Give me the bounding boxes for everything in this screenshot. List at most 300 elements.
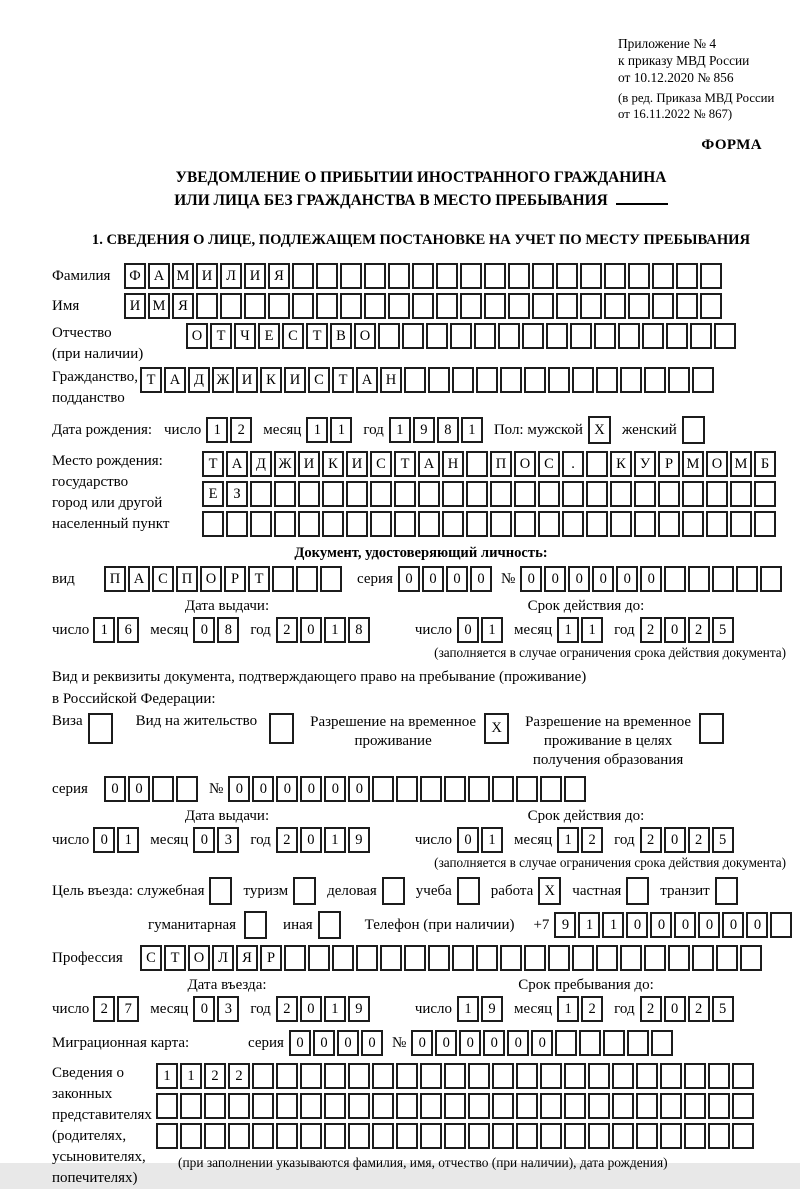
char-cell[interactable]: 0 [228, 776, 250, 802]
char-cell[interactable] [320, 566, 342, 592]
char-cell[interactable] [538, 481, 560, 507]
char-cell[interactable] [316, 263, 338, 289]
char-cell[interactable] [340, 293, 362, 319]
char-cell[interactable]: 1 [330, 417, 352, 443]
char-cell[interactable]: 1 [324, 827, 346, 853]
char-cell[interactable] [594, 323, 616, 349]
char-cell[interactable]: 0 [674, 912, 696, 938]
char-cell[interactable] [732, 1093, 754, 1119]
char-cell[interactable] [340, 263, 362, 289]
char-cell[interactable] [372, 776, 394, 802]
char-cell[interactable] [452, 945, 474, 971]
char-cell[interactable] [300, 1063, 322, 1089]
char-cell[interactable]: О [514, 451, 536, 477]
char-cell[interactable] [180, 1123, 202, 1149]
char-cell[interactable] [348, 1123, 370, 1149]
char-cell[interactable]: 0 [544, 566, 566, 592]
char-cell[interactable] [466, 481, 488, 507]
char-cell[interactable] [300, 1123, 322, 1149]
char-cell[interactable]: 0 [361, 1030, 383, 1056]
char-cell[interactable]: 0 [531, 1030, 553, 1056]
char-cell[interactable] [700, 263, 722, 289]
char-cell[interactable] [690, 323, 712, 349]
char-cell[interactable]: И [244, 263, 266, 289]
char-cell[interactable]: Ж [212, 367, 234, 393]
char-cell[interactable]: 0 [276, 776, 298, 802]
char-cell[interactable]: 0 [411, 1030, 433, 1056]
char-cell[interactable] [628, 293, 650, 319]
char-cell[interactable]: В [330, 323, 352, 349]
char-cell[interactable] [770, 912, 792, 938]
char-cell[interactable]: С [152, 566, 174, 592]
char-cell[interactable]: 1 [306, 417, 328, 443]
char-cell[interactable]: П [176, 566, 198, 592]
char-cell[interactable] [378, 323, 400, 349]
char-cell[interactable]: Ф [124, 263, 146, 289]
char-cell[interactable] [664, 566, 686, 592]
char-cell[interactable] [684, 1063, 706, 1089]
char-cell[interactable] [388, 263, 410, 289]
char-cell[interactable] [562, 511, 584, 537]
char-cell[interactable]: 0 [193, 996, 215, 1022]
char-cell[interactable] [603, 1030, 625, 1056]
char-cell[interactable] [666, 323, 688, 349]
char-cell[interactable] [532, 263, 554, 289]
char-cell[interactable] [620, 945, 642, 971]
char-cell[interactable] [466, 451, 488, 477]
char-cell[interactable] [548, 945, 570, 971]
char-cell[interactable] [324, 1093, 346, 1119]
char-cell[interactable] [316, 293, 338, 319]
char-cell[interactable]: 0 [300, 827, 322, 853]
char-cell[interactable] [626, 877, 649, 905]
char-cell[interactable]: 0 [193, 827, 215, 853]
char-cell[interactable]: 2 [228, 1063, 250, 1089]
char-cell[interactable]: 5 [712, 996, 734, 1022]
residence-number-cells[interactable] [228, 776, 588, 802]
char-cell[interactable]: 9 [481, 996, 503, 1022]
char-cell[interactable]: 2 [93, 996, 115, 1022]
phone-cells[interactable] [554, 912, 794, 938]
char-cell[interactable]: 0 [300, 776, 322, 802]
char-cell[interactable] [516, 776, 538, 802]
purpose-work-checkbox[interactable] [538, 877, 563, 905]
char-cell[interactable]: 2 [581, 996, 603, 1022]
char-cell[interactable] [740, 945, 762, 971]
char-cell[interactable]: И [236, 367, 258, 393]
citizenship-cells[interactable] [140, 367, 716, 393]
char-cell[interactable] [668, 945, 690, 971]
char-cell[interactable] [412, 293, 434, 319]
id-expiry-month-cells[interactable] [557, 617, 605, 643]
char-cell[interactable] [396, 776, 418, 802]
char-cell[interactable] [660, 1093, 682, 1119]
representatives-row3-cells[interactable] [156, 1123, 756, 1149]
char-cell[interactable]: С [282, 323, 304, 349]
char-cell[interactable] [555, 1030, 577, 1056]
char-cell[interactable] [444, 1093, 466, 1119]
char-cell[interactable] [676, 263, 698, 289]
char-cell[interactable]: 9 [413, 417, 435, 443]
char-cell[interactable]: 1 [578, 912, 600, 938]
char-cell[interactable] [516, 1123, 538, 1149]
char-cell[interactable] [252, 1093, 274, 1119]
char-cell[interactable] [652, 293, 674, 319]
char-cell[interactable] [444, 1063, 466, 1089]
char-cell[interactable]: 0 [398, 566, 420, 592]
char-cell[interactable] [644, 367, 666, 393]
res-issue-year-cells[interactable] [276, 827, 372, 853]
char-cell[interactable] [572, 945, 594, 971]
char-cell[interactable]: 0 [348, 776, 370, 802]
char-cell[interactable]: 2 [640, 827, 662, 853]
char-cell[interactable]: 1 [93, 617, 115, 643]
char-cell[interactable]: 0 [650, 912, 672, 938]
birth-month-cells[interactable] [306, 417, 354, 443]
char-cell[interactable]: Н [380, 367, 402, 393]
purpose-private-checkbox[interactable] [626, 877, 651, 905]
char-cell[interactable] [540, 1063, 562, 1089]
char-cell[interactable]: С [538, 451, 560, 477]
char-cell[interactable]: Д [188, 367, 210, 393]
char-cell[interactable] [244, 911, 267, 939]
char-cell[interactable]: И [124, 293, 146, 319]
char-cell[interactable] [276, 1063, 298, 1089]
char-cell[interactable]: Т [210, 323, 232, 349]
char-cell[interactable] [586, 481, 608, 507]
char-cell[interactable] [420, 1123, 442, 1149]
char-cell[interactable] [204, 1093, 226, 1119]
id-issue-day-cells[interactable] [93, 617, 141, 643]
char-cell[interactable]: 1 [481, 827, 503, 853]
char-cell[interactable] [524, 367, 546, 393]
char-cell[interactable]: И [196, 263, 218, 289]
char-cell[interactable] [500, 367, 522, 393]
char-cell[interactable]: Т [164, 945, 186, 971]
char-cell[interactable]: 0 [640, 566, 662, 592]
char-cell[interactable]: Р [658, 451, 680, 477]
char-cell[interactable]: 0 [300, 996, 322, 1022]
char-cell[interactable] [272, 566, 294, 592]
profession-cells[interactable] [140, 945, 764, 971]
char-cell[interactable]: 1 [324, 617, 346, 643]
char-cell[interactable]: 3 [217, 996, 239, 1022]
char-cell[interactable] [514, 481, 536, 507]
char-cell[interactable] [388, 293, 410, 319]
char-cell[interactable] [404, 367, 426, 393]
char-cell[interactable]: 1 [481, 617, 503, 643]
char-cell[interactable]: 0 [470, 566, 492, 592]
char-cell[interactable] [604, 263, 626, 289]
char-cell[interactable] [540, 1093, 562, 1119]
char-cell[interactable] [564, 1123, 586, 1149]
char-cell[interactable] [588, 1123, 610, 1149]
migration-series-cells[interactable] [289, 1030, 385, 1056]
char-cell[interactable] [468, 1093, 490, 1119]
char-cell[interactable] [636, 1123, 658, 1149]
char-cell[interactable] [540, 1123, 562, 1149]
birth-place-row2-cells[interactable] [202, 481, 778, 507]
char-cell[interactable]: 0 [483, 1030, 505, 1056]
char-cell[interactable]: П [104, 566, 126, 592]
char-cell[interactable] [276, 1123, 298, 1149]
migration-number-cells[interactable] [411, 1030, 675, 1056]
char-cell[interactable] [402, 323, 424, 349]
char-cell[interactable]: 3 [217, 827, 239, 853]
char-cell[interactable]: 0 [422, 566, 444, 592]
char-cell[interactable]: С [370, 451, 392, 477]
char-cell[interactable] [293, 877, 316, 905]
char-cell[interactable]: . [562, 451, 584, 477]
char-cell[interactable] [176, 776, 198, 802]
char-cell[interactable] [612, 1063, 634, 1089]
res-issue-month-cells[interactable] [193, 827, 241, 853]
char-cell[interactable] [610, 481, 632, 507]
char-cell[interactable] [708, 1093, 730, 1119]
char-cell[interactable]: 2 [204, 1063, 226, 1089]
char-cell[interactable]: О [354, 323, 376, 349]
char-cell[interactable] [754, 481, 776, 507]
char-cell[interactable]: 1 [461, 417, 483, 443]
char-cell[interactable] [708, 1123, 730, 1149]
char-cell[interactable]: X [538, 877, 561, 905]
id-expiry-year-cells[interactable] [640, 617, 736, 643]
char-cell[interactable] [394, 481, 416, 507]
char-cell[interactable]: X [484, 713, 509, 744]
char-cell[interactable] [612, 1093, 634, 1119]
char-cell[interactable]: О [186, 323, 208, 349]
char-cell[interactable] [516, 1063, 538, 1089]
char-cell[interactable]: 1 [602, 912, 624, 938]
char-cell[interactable] [308, 945, 330, 971]
char-cell[interactable]: Д [250, 451, 272, 477]
char-cell[interactable] [564, 776, 586, 802]
char-cell[interactable] [658, 481, 680, 507]
char-cell[interactable]: 0 [626, 912, 648, 938]
char-cell[interactable] [348, 1093, 370, 1119]
char-cell[interactable] [426, 323, 448, 349]
char-cell[interactable]: 0 [664, 996, 686, 1022]
char-cell[interactable] [428, 367, 450, 393]
char-cell[interactable]: 0 [520, 566, 542, 592]
char-cell[interactable] [298, 511, 320, 537]
char-cell[interactable] [604, 293, 626, 319]
char-cell[interactable] [682, 481, 704, 507]
char-cell[interactable] [436, 293, 458, 319]
char-cell[interactable] [732, 1123, 754, 1149]
char-cell[interactable]: Т [332, 367, 354, 393]
char-cell[interactable]: Р [260, 945, 282, 971]
char-cell[interactable]: Н [442, 451, 464, 477]
char-cell[interactable] [706, 511, 728, 537]
char-cell[interactable]: 0 [459, 1030, 481, 1056]
char-cell[interactable]: М [730, 451, 752, 477]
char-cell[interactable]: 1 [324, 996, 346, 1022]
char-cell[interactable] [627, 1030, 649, 1056]
until-year-cells[interactable] [640, 996, 736, 1022]
char-cell[interactable]: Ж [274, 451, 296, 477]
char-cell[interactable] [636, 1093, 658, 1119]
char-cell[interactable] [202, 511, 224, 537]
char-cell[interactable] [274, 481, 296, 507]
char-cell[interactable] [156, 1093, 178, 1119]
representatives-row1-cells[interactable] [156, 1063, 756, 1089]
char-cell[interactable] [380, 945, 402, 971]
char-cell[interactable] [700, 293, 722, 319]
char-cell[interactable]: 2 [688, 617, 710, 643]
char-cell[interactable] [508, 263, 530, 289]
char-cell[interactable]: 1 [117, 827, 139, 853]
res-issue-day-cells[interactable] [93, 827, 141, 853]
char-cell[interactable]: Л [220, 263, 242, 289]
char-cell[interactable]: М [148, 293, 170, 319]
res-expiry-month-cells[interactable] [557, 827, 605, 853]
char-cell[interactable] [660, 1123, 682, 1149]
char-cell[interactable]: 0 [289, 1030, 311, 1056]
purpose-official-checkbox[interactable] [209, 877, 234, 905]
char-cell[interactable]: 2 [688, 996, 710, 1022]
char-cell[interactable] [596, 945, 618, 971]
char-cell[interactable]: 0 [337, 1030, 359, 1056]
char-cell[interactable]: Е [258, 323, 280, 349]
char-cell[interactable] [492, 1123, 514, 1149]
entry-day-cells[interactable] [93, 996, 141, 1022]
char-cell[interactable] [428, 945, 450, 971]
char-cell[interactable] [268, 293, 290, 319]
char-cell[interactable] [156, 1123, 178, 1149]
char-cell[interactable]: М [682, 451, 704, 477]
char-cell[interactable] [730, 511, 752, 537]
char-cell[interactable] [668, 367, 690, 393]
temp-permit-checkbox[interactable] [484, 713, 511, 744]
char-cell[interactable]: Я [268, 263, 290, 289]
char-cell[interactable] [442, 511, 464, 537]
char-cell[interactable] [492, 776, 514, 802]
char-cell[interactable] [364, 263, 386, 289]
char-cell[interactable] [628, 263, 650, 289]
char-cell[interactable] [562, 481, 584, 507]
char-cell[interactable] [220, 293, 242, 319]
char-cell[interactable] [699, 713, 724, 744]
char-cell[interactable] [580, 263, 602, 289]
char-cell[interactable] [490, 511, 512, 537]
char-cell[interactable]: З [226, 481, 248, 507]
char-cell[interactable]: 2 [688, 827, 710, 853]
birth-day-cells[interactable] [206, 417, 254, 443]
char-cell[interactable] [250, 511, 272, 537]
char-cell[interactable]: 0 [664, 827, 686, 853]
char-cell[interactable] [540, 776, 562, 802]
purpose-tourism-checkbox[interactable] [293, 877, 318, 905]
char-cell[interactable] [284, 945, 306, 971]
char-cell[interactable]: 6 [117, 617, 139, 643]
char-cell[interactable]: 0 [313, 1030, 335, 1056]
char-cell[interactable]: 5 [712, 617, 734, 643]
char-cell[interactable] [492, 1093, 514, 1119]
char-cell[interactable] [538, 511, 560, 537]
char-cell[interactable]: А [128, 566, 150, 592]
char-cell[interactable] [292, 293, 314, 319]
char-cell[interactable]: А [164, 367, 186, 393]
char-cell[interactable] [586, 511, 608, 537]
char-cell[interactable]: 0 [93, 827, 115, 853]
char-cell[interactable] [382, 877, 405, 905]
char-cell[interactable] [452, 367, 474, 393]
char-cell[interactable] [274, 511, 296, 537]
char-cell[interactable]: 2 [276, 827, 298, 853]
char-cell[interactable] [708, 1063, 730, 1089]
char-cell[interactable]: 9 [348, 827, 370, 853]
sex-male-checkbox[interactable] [588, 416, 613, 444]
char-cell[interactable] [651, 1030, 673, 1056]
char-cell[interactable]: О [706, 451, 728, 477]
char-cell[interactable] [588, 1093, 610, 1119]
char-cell[interactable]: М [172, 263, 194, 289]
char-cell[interactable] [396, 1063, 418, 1089]
given-name-cells[interactable] [124, 293, 724, 319]
char-cell[interactable] [457, 877, 480, 905]
char-cell[interactable]: Я [236, 945, 258, 971]
char-cell[interactable]: А [356, 367, 378, 393]
char-cell[interactable] [276, 1093, 298, 1119]
char-cell[interactable] [298, 481, 320, 507]
char-cell[interactable] [356, 945, 378, 971]
entry-year-cells[interactable] [276, 996, 372, 1022]
char-cell[interactable]: С [140, 945, 162, 971]
char-cell[interactable] [516, 1093, 538, 1119]
char-cell[interactable] [372, 1093, 394, 1119]
char-cell[interactable] [420, 776, 442, 802]
char-cell[interactable] [346, 511, 368, 537]
char-cell[interactable] [572, 367, 594, 393]
char-cell[interactable]: 1 [557, 827, 579, 853]
char-cell[interactable] [436, 263, 458, 289]
char-cell[interactable] [180, 1093, 202, 1119]
char-cell[interactable] [508, 293, 530, 319]
char-cell[interactable] [418, 511, 440, 537]
char-cell[interactable]: Т [140, 367, 162, 393]
char-cell[interactable] [269, 713, 294, 744]
char-cell[interactable] [754, 511, 776, 537]
char-cell[interactable] [596, 367, 618, 393]
char-cell[interactable]: 0 [252, 776, 274, 802]
char-cell[interactable]: 2 [640, 617, 662, 643]
char-cell[interactable] [682, 416, 705, 444]
char-cell[interactable] [152, 776, 174, 802]
until-month-cells[interactable] [557, 996, 605, 1022]
char-cell[interactable]: О [200, 566, 222, 592]
char-cell[interactable] [634, 481, 656, 507]
char-cell[interactable] [730, 481, 752, 507]
char-cell[interactable] [292, 263, 314, 289]
char-cell[interactable] [209, 877, 232, 905]
char-cell[interactable]: 2 [640, 996, 662, 1022]
char-cell[interactable]: 0 [193, 617, 215, 643]
char-cell[interactable] [322, 511, 344, 537]
char-cell[interactable] [412, 263, 434, 289]
char-cell[interactable] [682, 511, 704, 537]
char-cell[interactable] [450, 323, 472, 349]
char-cell[interactable]: 9 [554, 912, 576, 938]
char-cell[interactable] [579, 1030, 601, 1056]
char-cell[interactable] [226, 511, 248, 537]
char-cell[interactable] [396, 1123, 418, 1149]
char-cell[interactable] [564, 1093, 586, 1119]
char-cell[interactable] [228, 1123, 250, 1149]
char-cell[interactable] [714, 323, 736, 349]
id-doc-kind-cells[interactable] [104, 566, 344, 592]
char-cell[interactable]: 2 [230, 417, 252, 443]
